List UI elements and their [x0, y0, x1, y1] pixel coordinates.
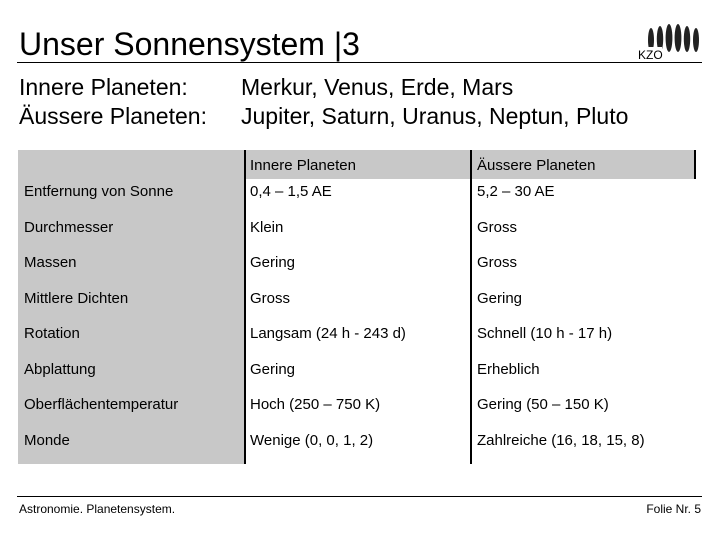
table-cell: Gross: [250, 290, 291, 307]
table-row: [18, 355, 696, 391]
table-cell: Gering: [250, 361, 296, 378]
intro-label: Innere Planeten:: [19, 74, 188, 100]
table-row: [18, 319, 696, 355]
table-row: [18, 426, 696, 462]
intro-label: Äussere Planeten:: [19, 103, 207, 129]
table-cell: Klein: [250, 219, 284, 236]
table-cell: Zahlreiche (16, 18, 15, 8): [477, 432, 645, 449]
table-row: [18, 390, 696, 426]
row-label: Entfernung von Sonne: [24, 183, 174, 200]
kzo-logo-icon: [636, 22, 706, 62]
row-label: Monde: [24, 432, 70, 449]
table-cell: Schnell (10 h - 17 h): [477, 325, 613, 342]
comparison-table: [18, 150, 696, 464]
row-label: Oberflächentemperatur: [24, 396, 179, 413]
intro-value: Jupiter, Saturn, Uranus, Neptun, Pluto: [241, 103, 629, 129]
header-cell: Innere Planeten: [250, 157, 356, 174]
table-cell: Hoch (250 – 750 K): [250, 396, 381, 413]
row-label: Durchmesser: [24, 219, 114, 236]
table-cell: Wenige (0, 0, 1, 2): [250, 432, 374, 449]
row-label: Mittlere Dichten: [24, 290, 129, 307]
slide-title: Unser Sonnensystem |3: [19, 26, 360, 62]
row-label: Massen: [24, 254, 77, 271]
footer-course: Astronomie. Planetensystem.: [19, 502, 176, 516]
logo-text: KZO: [638, 48, 663, 62]
table-cell: Gross: [477, 219, 518, 236]
title-rule: [17, 62, 702, 63]
table-cell: Gering: [477, 290, 523, 307]
footer-slide-number: Folie Nr. 5: [646, 502, 701, 516]
table-row: [18, 248, 696, 284]
header-cell: Äussere Planeten: [477, 157, 596, 174]
table-row: [18, 284, 696, 320]
table-row: [18, 213, 696, 249]
row-label: Rotation: [24, 325, 80, 342]
table-cell: Gering: [250, 254, 296, 271]
table-cell: Erheblich: [477, 361, 540, 378]
intro-value: Merkur, Venus, Erde, Mars: [241, 74, 514, 100]
table-cell: Langsam (24 h - 243 d): [250, 325, 406, 342]
row-label: Abplattung: [24, 361, 96, 378]
table-row: [18, 177, 696, 213]
table-cell: 5,2 – 30 AE: [477, 183, 555, 200]
table-cell: 0,4 – 1,5 AE: [250, 183, 332, 200]
table-cell: Gross: [477, 254, 518, 271]
footer-rule: [17, 496, 702, 497]
table-cell: Gering (50 – 150 K): [477, 396, 609, 413]
